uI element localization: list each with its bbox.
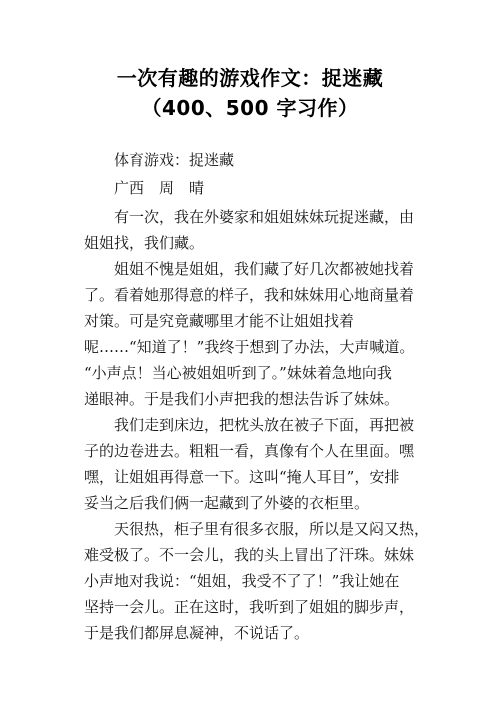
article-line: 难受极了。不一会儿，我的头上冒出了汗珠。妹妹 xyxy=(84,546,415,564)
article-author-line: 广西 周 晴 xyxy=(114,179,205,197)
article-line: 姐姐找，我们藏。 xyxy=(84,234,205,252)
article-line: “小声点！当心被姐姐听到了。”妹妹着急地向我 xyxy=(84,364,392,382)
article-line: 于是我们都屏息凝神，不说话了。 xyxy=(84,624,310,642)
article-line: 天很热，柜子里有很多衣服，所以是又闷又热， xyxy=(114,520,430,538)
document-title: 一次有趣的游戏作文：捉迷藏 xyxy=(116,66,384,90)
article-line: 妥当之后我们俩一起藏到了外婆的衣柜里。 xyxy=(84,494,370,512)
article-line: 姐姐不愧是姐姐，我们藏了好几次都被她找着 xyxy=(114,260,415,278)
article-line: 了。看着她那得意的样子，我和妹妹用心地商量着 xyxy=(84,286,415,304)
article-line: 有一次，我在外婆家和姐姐妹妹玩捉迷藏，由 xyxy=(114,208,415,226)
article-line: 呢……“知道了！”我终于想到了办法，大声喊道。 xyxy=(84,338,415,356)
article-line: 小声地对我说：“姐姐，我受不了了！”我让她在 xyxy=(84,572,400,590)
document-subtitle: （400、500 字习作） xyxy=(141,96,359,120)
article-line: 嘿，让姐姐再得意一下。这叫“掩人耳目”，安排 xyxy=(84,468,400,486)
article-line: 对策。可是究竟藏哪里才能不让姐姐找着 xyxy=(84,312,355,330)
article-line: 我们走到床边，把枕头放在被子下面，再把被 xyxy=(114,416,415,434)
article-header-line: 体育游戏：捉迷藏 xyxy=(114,151,235,169)
article-line: 坚持一会儿。正在这时，我听到了姐姐的脚步声， xyxy=(84,598,415,616)
article-line: 子的边卷进去。粗粗一看，真像有个人在里面。嘿 xyxy=(84,442,415,460)
article-line: 递眼神。于是我们小声把我的想法告诉了妹妹。 xyxy=(84,390,400,408)
